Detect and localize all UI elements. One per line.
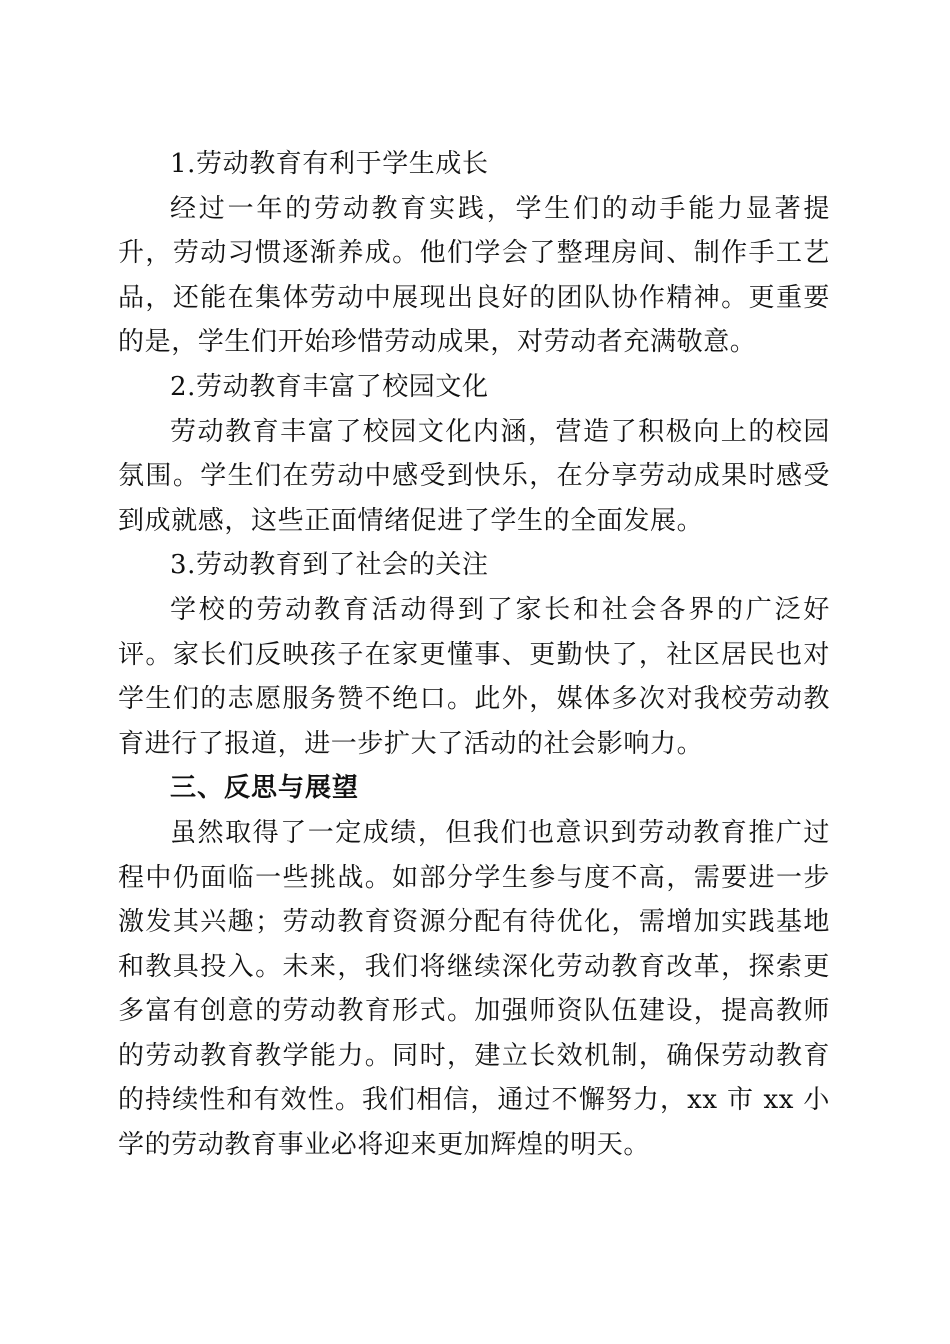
subheading-student-growth: 1.劳动教育有利于学生成长 [170,149,489,179]
subheading-campus-culture: 2.劳动教育丰富了校园文化 [170,371,489,402]
paragraph-social-attention: 学校的劳动教育活动得到了家长和社会各界的广泛好评。家长们反映孩子在家更懂事、更勤快了，社区居民也对学生们的志愿服务赞不绝口。此外，媒体多次对我校劳动教育进行了报道，进一步扩大了活动的社会影响力。 [118,594,830,759]
subheading-social-attention: 3.劳动教育到了社会的关注 [170,550,489,581]
paragraph-reflection: 虽然取得了一定成绩，但我们也意识到劳动教育推广过程中仍面临一些挑战。如部分学生参与度不高，需要进一步激发其兴趣；劳动教育资源分配有待优化，需增加实践基地和教具投入。未来，我们将继续深化劳动教育改革，探索更多富有创意的劳动教育形式。加强师资队伍建设，提高教师的劳动教育教学能力。同时，建立长效机制，确保劳动教育的持续性和有效性。我们相信，通过不懈努力，xx 市 xx 小学的劳动教育事业必将迎来更加辉煌的明天。 [118,817,830,1161]
paragraph-student-growth: 经过一年的劳动教育实践，学生们的动手能力显著提升，劳动习惯逐渐养成。他们学会了整理房间、制作手工艺品，还能在集体劳动中展现出良好的团队协作精神。更重要的是，学生们开始珍惜劳动成果，对劳动者充满敬意。 [118,193,830,358]
paragraph-campus-culture: 劳动教育丰富了校园文化内涵，营造了积极向上的校园氛围。学生们在劳动中感受到快乐，在分享劳动成果时感受到成就感，这些正面情绪促进了学生的全面发展。 [118,416,830,536]
document-body [118,142,830,1168]
section-heading-reflection: 三、反思与展望 [170,773,360,804]
